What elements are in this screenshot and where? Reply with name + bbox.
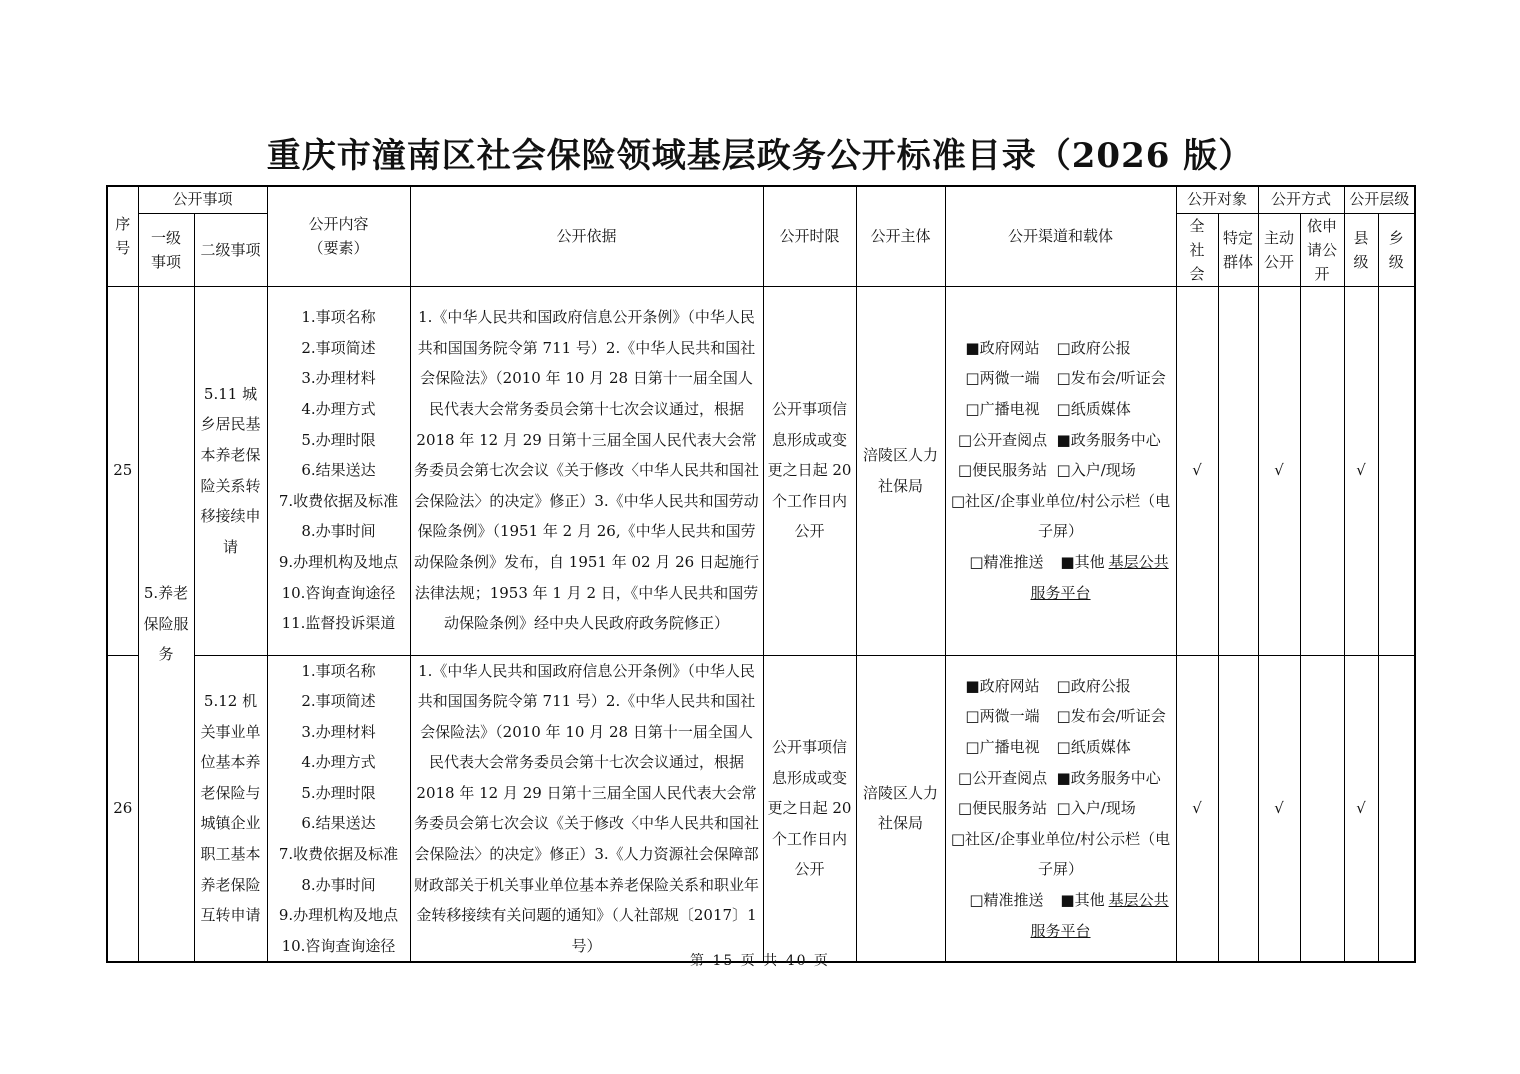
table-row — [107, 286, 1415, 655]
content-item: 6.结果送达 — [301, 814, 376, 833]
channel-option: □社区/企事业单位/村公示栏（电子屏） — [950, 491, 1171, 541]
check-obj-all: √ — [1176, 286, 1218, 655]
check-lvl-county: √ — [1344, 655, 1378, 962]
content-item: 3.办理材料 — [301, 722, 376, 741]
content-item: 5.办理时限 — [301, 430, 376, 449]
channel-option: ■政务服务中心 — [1056, 768, 1161, 787]
content-item: 10.咨询查询途径 — [281, 936, 396, 955]
content-item: 11.监督投诉渠道 — [281, 614, 396, 633]
header-mode-request: 依申请公开 — [1300, 213, 1344, 286]
header-channels: 公开渠道和载体 — [945, 186, 1176, 286]
header-lvl-county: 县级 — [1344, 213, 1378, 286]
header-item-group: 公开事项 — [138, 186, 267, 213]
channel-option: □政府公报 — [1056, 338, 1131, 357]
channel-option: □公开查阅点 — [957, 768, 1048, 787]
content-item: 9.办理机构及地点 — [278, 906, 399, 925]
content-item: 7.收费依据及标准 — [278, 845, 399, 864]
content-item: 1.事项名称 — [301, 661, 376, 680]
check-mode-active: √ — [1258, 655, 1300, 962]
header-level2: 二级事项 — [194, 213, 267, 286]
channel-other-text: 基层公共服务平台 — [1030, 552, 1169, 602]
row-content — [267, 286, 410, 655]
channel-option: □社区/企事业单位/村公示栏（电子屏） — [950, 829, 1171, 879]
row-content — [267, 655, 410, 962]
content-item: 8.办事时间 — [301, 522, 376, 541]
header-mode-active: 主动公开 — [1258, 213, 1300, 286]
channel-option: □发布会/听证会 — [1056, 707, 1166, 726]
row-subject: 涪陵区人力社保局 — [856, 655, 945, 962]
channel-option: ■政府网站 — [965, 338, 1040, 357]
header-mode-group: 公开方式 — [1258, 186, 1344, 213]
channel-option: □发布会/听证会 — [1056, 369, 1166, 388]
page-number: 第 15 页 共 40 页 — [690, 953, 830, 969]
header-subject: 公开主体 — [856, 186, 945, 286]
header-basis: 公开依据 — [410, 186, 763, 286]
content-item: 6.结果送达 — [301, 461, 376, 480]
header-lvl-town: 乡级 — [1378, 213, 1415, 286]
check-mode-active: √ — [1258, 286, 1300, 655]
row-time-limit: 公开事项信息形成或变更之日起 20 个工作日内公开 — [763, 655, 856, 962]
disclosure-table — [106, 185, 1416, 963]
content-item: 4.办理方式 — [301, 400, 376, 419]
channel-option: □入户/现场 — [1056, 461, 1136, 480]
table-row — [107, 655, 1415, 962]
check-mode-request — [1300, 286, 1344, 655]
channel-other-text: 基层公共服务平台 — [1030, 890, 1169, 940]
level1-item: 5.养老保险服务 — [138, 286, 194, 962]
content-item: 8.办事时间 — [301, 875, 376, 894]
check-lvl-county: √ — [1344, 286, 1378, 655]
header-obj-all: 全社会 — [1176, 213, 1218, 286]
channel-option: □公开查阅点 — [957, 430, 1048, 449]
channel-option: ■其他 — [1060, 890, 1105, 909]
content-item: 10.咨询查询途径 — [281, 583, 396, 602]
channel-option: □纸质媒体 — [1056, 737, 1131, 756]
row-seq: 25 — [107, 286, 138, 655]
header-level1: 一级事项 — [138, 213, 194, 286]
channel-option: □精准推送 — [969, 890, 1044, 909]
row-level2: 5.11 城乡居民基本养老保险关系转移接续申请 — [194, 286, 267, 655]
row-level2: 5.12 机关事业单位基本养老保险与城镇企业职工基本养老保险互转申请 — [194, 655, 267, 962]
content-item: 3.办理材料 — [301, 369, 376, 388]
content-item: 2.事项简述 — [301, 692, 376, 711]
channel-option: □纸质媒体 — [1056, 400, 1131, 419]
channel-option: ■政府网站 — [965, 676, 1040, 695]
header-level-group: 公开层级 — [1344, 186, 1415, 213]
header-seq: 序号 — [107, 186, 138, 286]
channel-option: □入户/现场 — [1056, 799, 1136, 818]
channel-option: □便民服务站 — [957, 799, 1048, 818]
channel-option: □两微一端 — [965, 369, 1040, 388]
channel-option: □两微一端 — [965, 707, 1040, 726]
row-basis: 1.《中华人民共和国政府信息公开条例》（中华人民共和国国务院令第 711 号）2.《中华人民共和国社会保险法》（2010 年 10 月 28 日第十一届全国人民代表大会常务委员会第十七次会议通过，根据 2018 年 12 月 29 日第十三届全国人民代表大会常务委员会第七次会议《关于修改〈中华人民共和国社会保险法〉的决定》修正）3.《中华人民共和国劳动保险条例》（1951 年 2 月 26,《中华人民共和国劳动保险条例》发布，自 1951 年 02 月 26 日起施行法律法规；1953 年 1 月 2 日，《中华人民共和国劳动保险条例》经中央人民政府政务院修正） — [410, 286, 763, 655]
content-item: 1.事项名称 — [301, 308, 376, 327]
header-time-limit: 公开时限 — [763, 186, 856, 286]
check-obj-specific — [1218, 286, 1258, 655]
content-item: 9.办理机构及地点 — [278, 552, 399, 571]
channel-option: □广播电视 — [965, 737, 1040, 756]
row-channels — [945, 286, 1176, 655]
check-mode-request — [1300, 655, 1344, 962]
row-seq: 26 — [107, 655, 138, 962]
header-row-1 — [107, 186, 1415, 213]
document-title: 重庆市潼南区社会保险领域基层政务公开标准目录（2026 版） — [266, 136, 1254, 176]
content-item: 7.收费依据及标准 — [278, 491, 399, 510]
row-channels — [945, 655, 1176, 962]
header-object-group: 公开对象 — [1176, 186, 1258, 213]
channel-option: □政府公报 — [1056, 676, 1131, 695]
check-lvl-town — [1378, 286, 1415, 655]
content-item: 4.办理方式 — [301, 753, 376, 772]
header-content: 公开内容（要素） — [267, 186, 410, 286]
check-obj-all: √ — [1176, 655, 1218, 962]
header-obj-specific: 特定群体 — [1218, 213, 1258, 286]
channel-option: ■政务服务中心 — [1056, 430, 1161, 449]
content-item: 5.办理时限 — [301, 783, 376, 802]
content-item: 2.事项简述 — [301, 338, 376, 357]
check-lvl-town — [1378, 655, 1415, 962]
channel-option: □便民服务站 — [957, 461, 1048, 480]
check-obj-specific — [1218, 655, 1258, 962]
channel-option: □广播电视 — [965, 400, 1040, 419]
channel-option: □精准推送 — [969, 552, 1044, 571]
row-subject: 涪陵区人力社保局 — [856, 286, 945, 655]
channel-option: ■其他 — [1060, 552, 1105, 571]
row-time-limit: 公开事项信息形成或变更之日起 20 个工作日内公开 — [763, 286, 856, 655]
row-basis: 1.《中华人民共和国政府信息公开条例》（中华人民共和国国务院令第 711 号）2.《中华人民共和国社会保险法》（2010 年 10 月 28 日第十一届全国人民代表大会常务委员会第十七次会议通过，根据 2018 年 12 月 29 日第十三届全国人民代表大会常务委员会第七次会议《关于修改〈中华人民共和国社会保险法〉的决定》修正）3.《人力资源社会保障部财政部关于机关事业单位基本养老保险关系和职业年金转移接续有关问题的通知》（人社部规〔2017〕1 号） — [410, 655, 763, 962]
